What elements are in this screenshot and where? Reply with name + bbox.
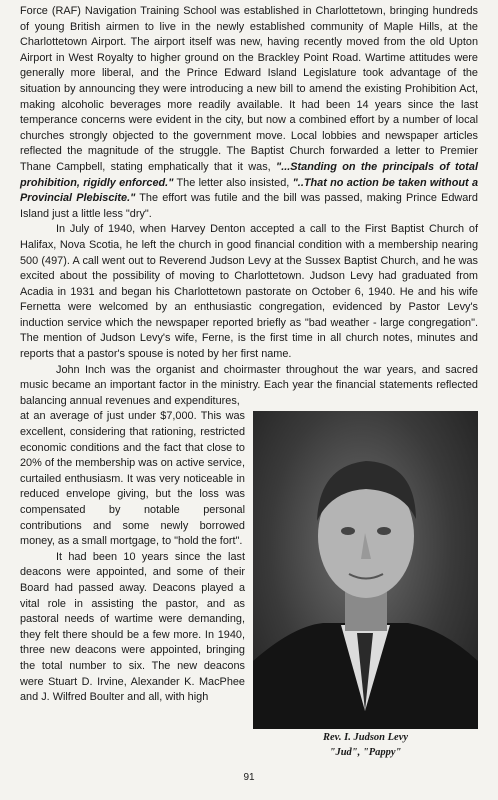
paragraph-3-lead <box>20 363 478 410</box>
paragraph-1-text-c: The effort was futile and the bill was passed, making Prince Edward Island just a little less "dry". <box>20 192 478 220</box>
paragraph-1 <box>20 4 478 222</box>
photo-caption-name: Rev. I. Judson Levy <box>322 732 409 744</box>
document-page <box>20 4 478 761</box>
quote-plebiscite: "..That no action be taken without a Provincial Plebiscite." <box>20 176 478 205</box>
quote-standing: "...Standing on the principals of total prohibition, rigidly enforced." <box>20 160 478 189</box>
paragraph-3-text-a: John Inch was the organist and choirmaster throughout the war years, and sacred music became an important factor in the ministry. Each year the financial statements reflected balancing annual revenues and expenditures, <box>20 363 478 407</box>
page-number: 91 <box>243 772 255 783</box>
paragraph-1-text-b: The letter also insisted, <box>173 176 293 189</box>
paragraph-3-text-b: at an average of just under $7,000. This was excellent, considering that rationing, restricted economic conditions and the fact that close to 20% of the membership was on active service, curtailed enthusiasm. It was very noticeable in reduced envelope giving, but the loss was compensated by notable personal contributions and some newly borrowed money, as a small mortgage, to "hold the fort". <box>20 410 245 548</box>
paragraph-1-text-a: Force (RAF) Navigation Training School was established in Charlottetown, bringing hundreds of young British airmen to live in the newly established community of Maple Hills, at the Charlottetown Airport. The airport itself was new, having recently moved from the old Upton Airport in West Royalty to higher ground on the Brackley Point Road. Wartime attitudes were generally more liberal, and the Prince Edward Island Legislature took advantage of the situation by announcing they were introducing a new bill to amend the existing Prohibition Act, making alcoholic beverages more readily available. It had been 14 years since the last temperance concerns were evident in the city, but now a combined effort by a number of local churches strongly objected to the government move. Local lobbies and newspaper articles reflected the magnitude of the struggle. The Baptist Church forwarded a letter to Premier Thane Campbell, stating emphatically that it was, <box>20 5 478 173</box>
paragraph-4: It had been 10 years since the last deacons were appointed, and some of their Board had passed away. Deacons played a vital role in assisting the pastor, and as pastoral needs of wartime were demanding, they felt there should be a few more. In 1940, three new deacons were appointed, bringing the total number to six. The new deacons were Stuart D. Irvine, Alexander K. MacPhee and J. Wilfred Boulter and all, with high <box>20 550 245 704</box>
photo-caption-nicknames: "Jud", "Pappy" <box>329 747 402 759</box>
paragraph-2: In July of 1940, when Harvey Denton accepted a call to the First Baptist Church of Halifax, Nova Scotia, he left the church in good financial condition with a membership nearing 500 (497). A call went out to Reverend Judson Levy at the Sussex Baptist Church, and he was excited about the possibility of moving to Charlottetown. Judson Levy had graduated from Acadia in 1931 and began his Charlottetown pastorate on October 6, 1940. He and his wife Fernetta were welcomed by an enthusiastic congregation, evidenced by Pastor Levy's induction service which the newspaper reported briefly as "bad weather - large congregation". The mention of Judson Levy's wife, Ferne, is the first time in all church notes, minutes and reports that a pastor's spouse is noted by her first name. <box>20 223 478 361</box>
portrait-figure <box>253 411 478 759</box>
portrait-photo <box>253 411 478 729</box>
